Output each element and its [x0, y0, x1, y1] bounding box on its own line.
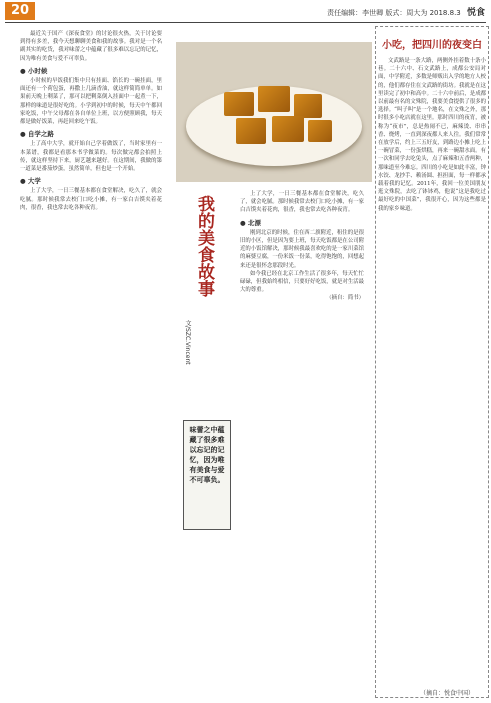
section-2-text: 上了高中大学，就开始自己学着做饭了，当时家里有一本菜谱，我都是看那本书学做菜的。每次做完都会拍照上传，就这样坚持下来，厨艺越来越好。在这期间，我做的第一道菜是番茄炒蛋，虽然简单，但也是一个开始。	[20, 141, 162, 173]
section-3-title: ● 大学	[20, 177, 41, 186]
article-source: （摘自：简书）	[326, 295, 364, 302]
header-rule	[5, 22, 486, 23]
page-header	[0, 0, 491, 22]
jelly-cube	[224, 92, 254, 116]
page-number: 20	[5, 2, 35, 20]
sidebar	[378, 30, 486, 687]
jelly-cube	[236, 118, 266, 144]
section-3-continued: 上了大学，一日三餐基本都在食堂解决，吃久了，就会吃腻。那时候我常去校门口吃小摊，有一家白吉馍夹着花肉，很香，我也常去吃各种夜宵。	[240, 191, 364, 214]
sidebar-title: 小吃，把四川的夜变白	[382, 40, 482, 51]
jelly-cube	[272, 116, 304, 142]
article-intro: 最近关于国产《深夜食堂》的讨论很火热，关于讨论要到得有多差，我今天想聊聊美食和我的故事。我对是一个名副其实的吃货，我对味蕾之中蕴藏了很多难以忘记的记忆，因为唯有美食与爱不可辜负。	[20, 31, 162, 62]
article-title: 我的美食故事	[194, 195, 214, 297]
pull-quote: 味蕾之中蕴藏了很多难以忘记的记忆，因为唯有美食与爱不可辜负。	[183, 420, 231, 530]
sidebar-body	[378, 57, 486, 687]
article-byline: 文/SZC.Vincent	[184, 320, 191, 365]
section-1-title: ● 小时候	[20, 66, 48, 75]
section-4-title: ● 北漂	[240, 218, 261, 227]
jelly-cube	[258, 86, 290, 112]
header-meta	[327, 5, 485, 18]
section-name: 悦食	[466, 8, 485, 18]
section-1-text: 小时候的早饭我们集中只有挂面、馅长的一碗挂面，里面还有一个荷包蛋，再撒上几滴香油，就这样简简单单。如果前天晚上剩菜了，那可以把剩菜倒入挂面中一起煮一下，那样的味道是很好吃的。小学到初中的时候，每天中午都回家吃饭，中午父母都在各自单位上班，以方便照顾我，每天都是做好饭菜，再赶回来吃午饭。	[20, 78, 162, 126]
section-5-text: 如今我已经在北京工作生活了很多年，每天忙忙碌碌，但我始终相信，只要好好吃饭，就是对生活最大的尊重。	[240, 270, 364, 294]
jelly-cube	[308, 120, 332, 142]
sidebar-text: 文武路是一条大路，两侧外挂着数十条小巷。二十六中、石文武路上，成都公安局对面，中学附近，多数是师贩出入学的地方人校的，他们都存住在文武路的街坊。我就是在这里读完了初中和高中。二十六中前后，是成都以前最有名的文殊院，我要美食提供了很多的选择。“叫子叫”是一个地名，在文殊之外，那时很多小吃店就在这里。那时四川的夜宵，被称为“夜市”，总是热闹不已，麻辣烫、串串香、烧烤，一直到深夜都人来人往。我们常常在放学后，约上三五好友，到路边小摊上吃上一碗冒菜，一份蛋烘糕，再来一碗甜水面。有一次和同学去吃兔头，点了麻辣和五香两种，那味道至今难忘。四川的小吃是如此丰富，钟水饺、龙抄手、赖汤圆、担担面，每一样都承载着我的记忆。2011年，我回一位美国朋友逛文殊院，去吃了钵钵鸡，他说“这是我吃过最好吃的中国菜”，我很开心，因为这些都是我的家乡味道。	[378, 58, 486, 212]
article-column-2	[240, 190, 364, 678]
sidebar-source: （摘自：悦食中国）	[420, 690, 475, 697]
section-2-title: ● 自学之路	[20, 130, 54, 139]
header-credits: 责任编辑：李世卿 版式：周大为 2018.8.3	[327, 9, 461, 17]
jelly-cube	[294, 94, 322, 118]
section-4-text: 刚到北京的时候，住在西二旗附近，租住的是很旧的小区，但是因为要上班，每天吃饭都是在公司附近的小饭馆解决，那时候我最喜欢吃的是一家川菜馆的麻婆豆腐，一份米饭一份菜，吃得饱饱的，回想起来还是很怀念那段时光。	[240, 229, 364, 269]
article-column-1	[20, 30, 162, 678]
food-photo	[176, 42, 372, 182]
section-3-text: 上了大学，一日三餐基本都在食堂解决，吃久了，就会吃腻。那时候我常去校门口吃小摊，有一家白吉馍夹着花肉，很香，我也常去吃各种夜宵。	[20, 188, 162, 211]
